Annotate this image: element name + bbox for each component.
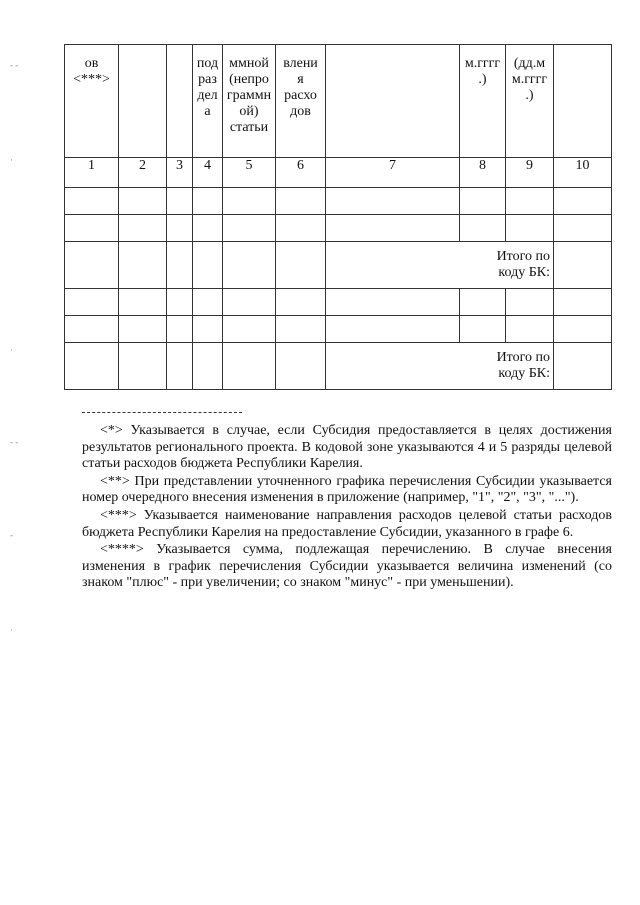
table-cell <box>193 188 223 215</box>
footnote: <***> Указывается наименование направления расходов целевой статьи расходов бюджета Республики Карелия на предоставление Субсидии, указанного в графе 6. <box>82 507 612 540</box>
table-cell <box>223 215 276 242</box>
table-cell <box>65 215 119 242</box>
footnote: <****> Указывается сумма, подлежащая перечислению. В случае внесения изменения в график перечисления Субсидии указывается величина изменений (со знаком "плюс" - при увеличении; со знаком "минус" - при уменьшении). <box>82 542 612 591</box>
table-cell <box>65 188 119 215</box>
header-cell: (дд.м м.гггг .) <box>506 45 554 158</box>
table-row <box>65 215 612 242</box>
table-cell <box>65 289 119 316</box>
column-number: 2 <box>119 158 167 188</box>
header-cell <box>554 45 612 158</box>
table-cell <box>193 215 223 242</box>
table-cell <box>276 289 326 316</box>
table-header-row <box>65 45 612 158</box>
table-cell <box>326 188 460 215</box>
table-cell <box>223 343 276 390</box>
header-cell <box>167 45 193 158</box>
table-cell <box>167 215 193 242</box>
table-cell <box>223 289 276 316</box>
table-cell <box>119 316 167 343</box>
header-cell: м.гггг .) <box>460 45 506 158</box>
header-cell: ммной (непро граммн ой) статьи <box>223 45 276 158</box>
table-cell <box>326 215 460 242</box>
table-cell <box>460 316 506 343</box>
scan-margin-mark: - - <box>10 60 19 70</box>
table-cell <box>506 215 554 242</box>
column-number: 10 <box>554 158 612 188</box>
total-row <box>65 242 612 289</box>
table-cell <box>276 188 326 215</box>
footnote-separator <box>82 412 242 413</box>
total-value-cell <box>554 343 612 390</box>
table-cell <box>193 343 223 390</box>
table-cell <box>167 316 193 343</box>
column-number: 7 <box>326 158 460 188</box>
table-cell <box>460 289 506 316</box>
table-cell <box>167 188 193 215</box>
table-cell <box>119 242 167 289</box>
table-cell <box>326 289 460 316</box>
column-number: 9 <box>506 158 554 188</box>
table-cell <box>193 316 223 343</box>
table-cell <box>223 316 276 343</box>
table-cell <box>276 343 326 390</box>
total-value-cell <box>554 242 612 289</box>
table-cell <box>119 289 167 316</box>
table-cell <box>506 188 554 215</box>
table-cell <box>554 188 612 215</box>
table-cell <box>119 188 167 215</box>
table-cell <box>167 289 193 316</box>
table-cell <box>326 316 460 343</box>
table-cell <box>193 289 223 316</box>
table-row <box>65 188 612 215</box>
column-number: 6 <box>276 158 326 188</box>
header-cell <box>119 45 167 158</box>
column-number: 4 <box>193 158 223 188</box>
table-cell <box>119 215 167 242</box>
total-label: Итого по коду БК: <box>326 343 554 390</box>
column-number: 8 <box>460 158 506 188</box>
table-cell <box>119 343 167 390</box>
header-cell <box>326 45 460 158</box>
column-number: 1 <box>65 158 119 188</box>
table-cell <box>276 242 326 289</box>
table-cell <box>167 242 193 289</box>
table-cell <box>65 316 119 343</box>
transfer-schedule-table <box>64 44 612 390</box>
scan-margin-mark: - - <box>10 437 19 447</box>
column-number: 5 <box>223 158 276 188</box>
table-cell <box>65 343 119 390</box>
table-cell <box>276 316 326 343</box>
header-cell: под раз дел а <box>193 45 223 158</box>
table-cell <box>193 242 223 289</box>
column-number-row <box>65 158 612 188</box>
table-cell <box>506 289 554 316</box>
table-row <box>65 316 612 343</box>
footnote: <**> При представлении уточненного графика перечисления Субсидии указывается номер очередного внесения изменения в приложение (например, "1", "2", "3", "..."). <box>82 473 612 506</box>
column-number: 3 <box>167 158 193 188</box>
table-cell <box>276 215 326 242</box>
scan-margin-mark: · <box>10 625 13 635</box>
header-cell: влени я расхо дов <box>276 45 326 158</box>
table-cell <box>506 316 554 343</box>
total-row <box>65 343 612 390</box>
table-cell <box>460 188 506 215</box>
table-cell <box>554 316 612 343</box>
footnote: <*> Указывается в случае, если Субсидия предоставляется в целях достижения результатов регионального проекта. В кодовой зоне указываются 4 и 5 разряды целевой статьи расходов бюджета Республики Карелия. <box>82 423 612 472</box>
table-cell <box>223 242 276 289</box>
scan-margin-mark: · <box>10 155 13 165</box>
table-cell <box>167 343 193 390</box>
footnotes <box>82 412 612 593</box>
scan-margin-mark: · <box>10 345 13 355</box>
table-cell <box>554 289 612 316</box>
header-cell: ов <***> <box>65 45 119 158</box>
total-label: Итого по коду БК: <box>326 242 554 289</box>
table-cell <box>460 215 506 242</box>
scan-margin-mark: - <box>10 530 13 540</box>
table-cell <box>65 242 119 289</box>
table-cell <box>554 215 612 242</box>
table-row <box>65 289 612 316</box>
table-cell <box>223 188 276 215</box>
